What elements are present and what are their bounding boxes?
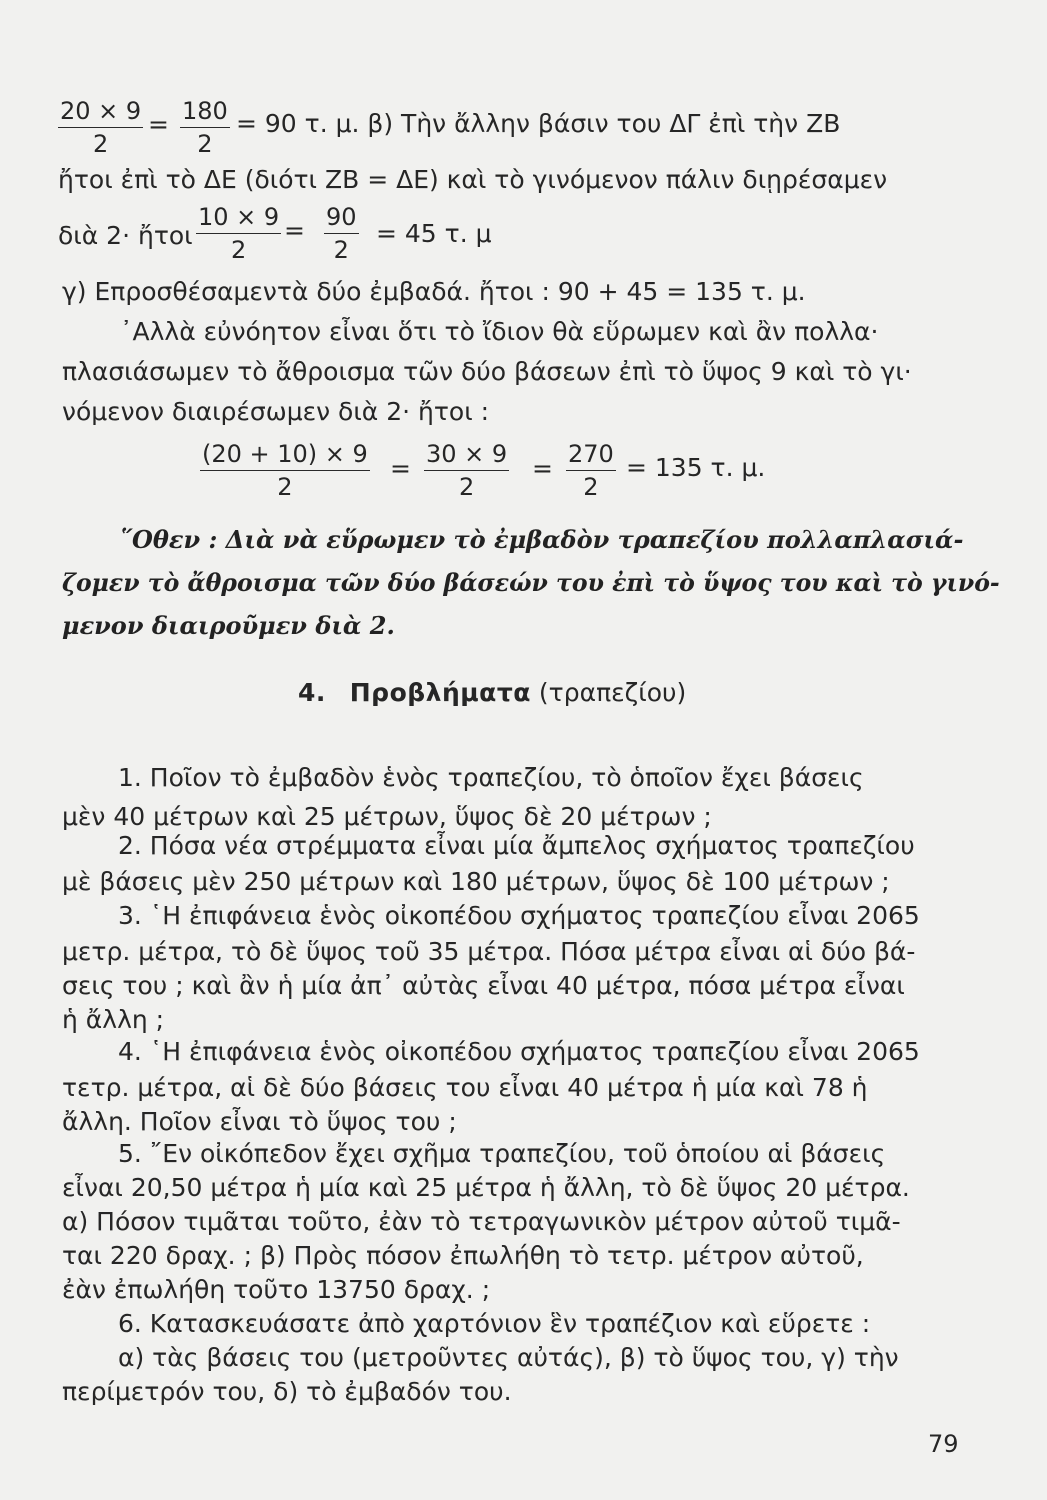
problem-line: εἶναι 20,50 μέτρα ἡ μία καὶ 25 μέτρα ἡ ἄλλη, τὸ δὲ ὕψος 20 μέτρα. xyxy=(62,1173,910,1202)
fraction-sum-times-height-over-2 xyxy=(200,441,370,500)
section-title: Προβλήματα xyxy=(349,678,531,707)
problem-line: τετρ. μέτρα, αἱ δὲ δύο βάσεις του εἶναι 40 μέτρα ἡ μία καὶ 78 ἡ xyxy=(62,1073,868,1102)
fraction-denominator: 2 xyxy=(583,473,599,501)
problem-line: σεις του ; καὶ ἂν ἡ μία ἀπ᾿ αὐτὰς εἶναι 40 μέτρα, πόσα μέτρα εἶναι xyxy=(62,971,905,1000)
fraction-270-over-2 xyxy=(566,441,616,500)
fraction-numerator: 30 × 9 xyxy=(424,441,509,471)
paragraph-line: πλασιάσωμεν τὸ ἄθροισμα τῶν δύο βάσεων ἐπὶ τὸ ὕψος 9 καὶ τὸ γι· xyxy=(62,357,912,386)
problem-line: 6. Κατασκευάσατε ἀπὸ χαρτόνιον ἓν τραπέζιον καὶ εὕρετε : xyxy=(118,1309,871,1338)
problem-line: 3. ῾Η ἐπιφάνεια ἑνὸς οἰκοπέδου σχήματος τραπεζίου εἶναι 2065 xyxy=(118,901,920,930)
rule-text-line: μενον διαιροῦμεν διὰ 2. xyxy=(62,611,395,640)
fraction-denominator: 2 xyxy=(92,130,109,158)
problem-line: μὲ βάσεις μὲν 250 μέτρων καὶ 180 μέτρων, ὕψος δὲ 100 μέτρων ; xyxy=(62,867,890,896)
calc-b-result: = 45 τ. μ xyxy=(376,219,492,248)
fraction-numerator: 270 xyxy=(566,441,616,471)
fraction-denominator: 2 xyxy=(197,130,213,158)
problem-line: 4. ῾Η ἐπιφάνεια ἑνὸς οἰκοπέδου σχήματος τραπεζίου εἶναι 2065 xyxy=(118,1037,920,1066)
page-number: 79 xyxy=(928,1430,959,1458)
problem-line: ἄλλη. Ποῖον εἶναι τὸ ὕψος του ; xyxy=(62,1107,457,1136)
section-heading xyxy=(298,678,686,707)
paragraph-line: νόμενον διαιρέσωμεν διὰ 2· ἤτοι : xyxy=(62,397,490,426)
fraction-90-over-2 xyxy=(324,204,359,263)
problem-line: ἐὰν ἐπωλήθη τοῦτο 13750 δραχ. ; xyxy=(62,1275,491,1304)
fraction-20x9-over-2 xyxy=(58,98,143,157)
equals-sign: = xyxy=(390,454,411,483)
problem-line: 2. Πόσα νέα στρέμματα εἶναι μία ἄμπελος σχήματος τραπεζίου xyxy=(118,831,915,860)
rule-text-line: ζομεν τὸ ἄθροισμα τῶν δύο βάσεών του ἐπὶ τὸ ὕψος του καὶ τὸ γινό- xyxy=(62,568,1000,597)
problem-line: ἡ ἄλλη ; xyxy=(62,1005,165,1034)
problem-line: ται 220 δραχ. ; β) Πρὸς πόσον ἐπωλήθη τὸ τετρ. μέτρον αὐτοῦ, xyxy=(62,1241,864,1270)
problem-line: περίμετρόν του, δ) τὸ ἐμβαδόν του. xyxy=(62,1377,512,1406)
problem-line: α) τὰς βάσεις του (μετροῦντες αὐτάς), β) τὸ ὕψος του, γ) τὴν xyxy=(118,1343,899,1372)
fraction-denominator: 2 xyxy=(333,236,349,264)
equals-sign: = xyxy=(284,216,305,245)
fraction-numerator: 180 xyxy=(180,98,230,128)
section-subtitle: (τραπεζίου) xyxy=(538,678,687,707)
fraction-numerator: 90 xyxy=(324,204,359,234)
equals-sign: = xyxy=(532,454,553,483)
fraction-denominator: 2 xyxy=(458,473,475,501)
fraction-numerator: (20 + 10) × 9 xyxy=(200,441,370,471)
paragraph-line: ᾿Αλλὰ εὐνόητον εἶναι ὅτι τὸ ἴδιον θὰ εὕρωμεν καὶ ἂν πολλα· xyxy=(120,317,879,346)
fraction-denominator: 2 xyxy=(230,236,247,264)
problem-line: 1. Ποῖον τὸ ἐμβαδὸν ἑνὸς τραπεζίου, τὸ ὁποῖον ἔχει βάσεις xyxy=(118,763,864,792)
section-number: 4. xyxy=(298,678,326,707)
fraction-numerator: 20 × 9 xyxy=(58,98,143,128)
rule-text-line: ῞Οθεν : Διὰ νὰ εὕρωμεν τὸ ἐμβαδὸν τραπεζίου πολλαπλασιά- xyxy=(120,525,964,554)
fraction-30x9-over-2 xyxy=(424,441,509,500)
problem-line: 5. ῎Εν οἰκόπεδον ἔχει σχῆμα τραπεζίου, τοῦ ὁποίου αἱ βάσεις xyxy=(118,1139,886,1168)
problem-line: μετρ. μέτρα, τὸ δὲ ὕψος τοῦ 35 μέτρα. Πόσα μέτρα εἶναι αἱ δύο βά- xyxy=(62,937,916,966)
fraction-180-over-2 xyxy=(180,98,230,157)
calc-main-result: = 135 τ. μ. xyxy=(626,453,766,482)
fraction-10x9-over-2 xyxy=(196,204,281,263)
equals-sign: = xyxy=(148,110,169,139)
problem-line: α) Πόσον τιμᾶται τοῦτο, ἐὰν τὸ τετραγωνικὸν μέτρον αὐτοῦ τιμᾶ- xyxy=(62,1207,901,1236)
fraction-denominator: 2 xyxy=(277,473,293,501)
text-line-gamma: γ) Επροσθέσαμεντὰ δύο ἐμβαδά. ἤτοι : 90 + 45 = 135 τ. μ. xyxy=(62,277,806,306)
fraction-numerator: 10 × 9 xyxy=(196,204,281,234)
calc-top-continuation: = 90 τ. μ. β) Τὴν ἄλλην βάσιν του ΔΓ ἐπὶ τὴν ΖΒ xyxy=(236,109,841,138)
calc-b-prefix: διὰ 2· ἤτοι xyxy=(58,221,193,250)
text-line-2: ἤτοι ἐπὶ τὸ ΔΕ (διότι ΖΒ = ΔΕ) καὶ τὸ γινόμενον πάλιν διῃρέσαμεν xyxy=(58,165,888,194)
problem-line: μὲν 40 μέτρων καὶ 25 μέτρων, ὕψος δὲ 20 μέτρων ; xyxy=(62,802,712,831)
